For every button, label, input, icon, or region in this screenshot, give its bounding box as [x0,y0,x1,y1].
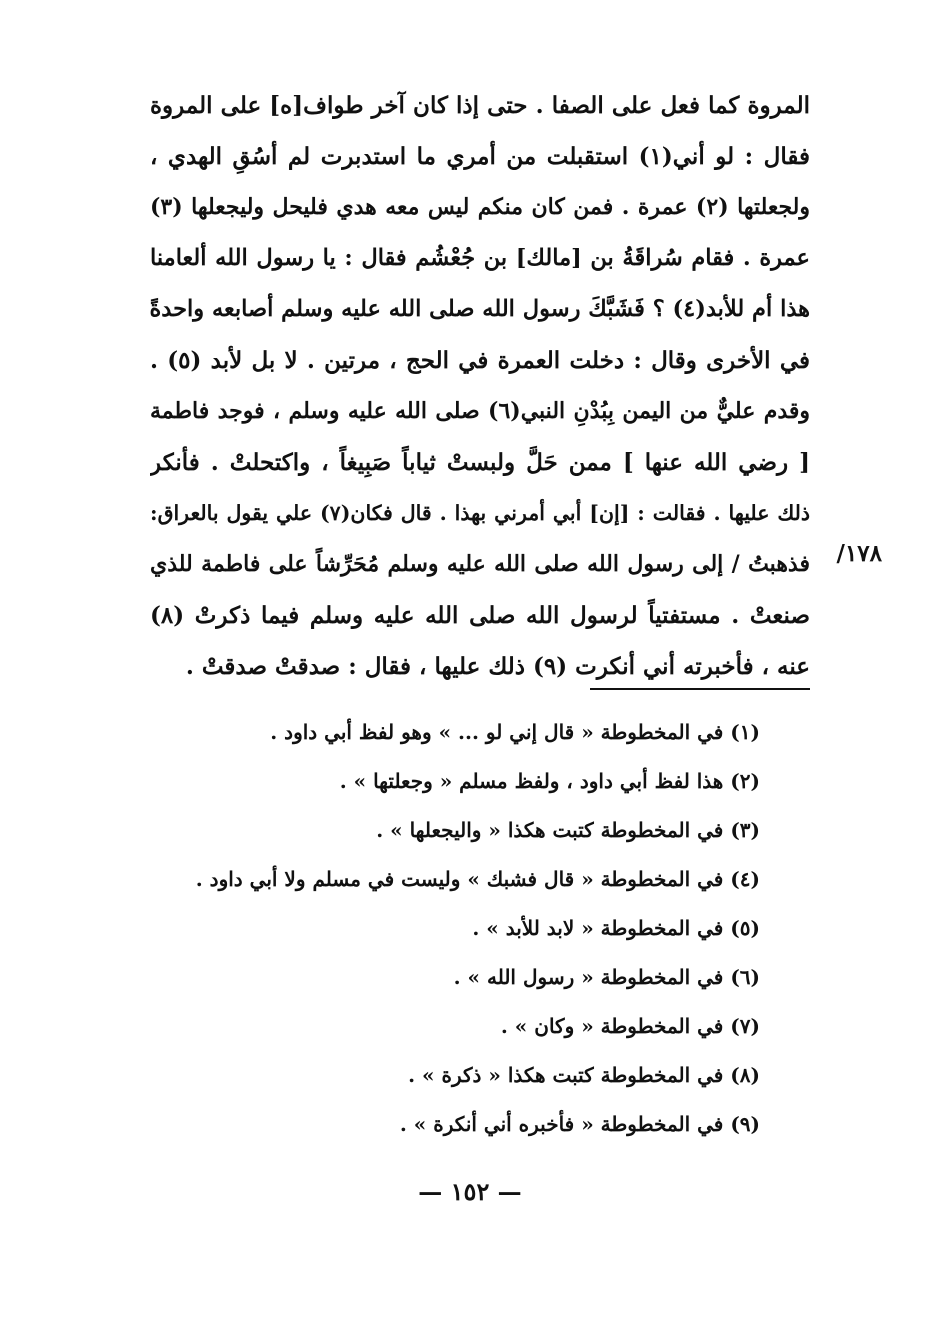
text-line: ولجعلتها (٢) عمرة . فمن كان منكم ليس معه هدي فليحل وليجعلها (٣) [150,194,810,220]
footnote: (٩) في المخطوطة « فأخبره أني أنكرة » . [399,1112,760,1136]
footnote: (٨) في المخطوطة كتبت هكذا « ذكرة » . [408,1063,760,1087]
footnotes-block [140,708,760,1149]
footnote: (٧) في المخطوطة « وكان » . [500,1014,760,1038]
footnote: (١) في المخطوطة « قال إني لو ... » وهو لفظ أبي داود . [270,720,760,744]
text-line: عنه ، فأخبرته أني أنكرت (٩) ذلك عليها ، فقال : صدقتْ صدقتْ . [185,653,810,680]
footnote: (٢) هذا لفظ أبي داود ، ولفظ مسلم « وجعلتها » . [339,769,760,793]
page-number: — ١٥٢ — [418,1177,522,1206]
main-text-block [150,80,810,692]
text-line: في الأخرى وقال : دخلت العمرة في الحج ، مرتين . لا بل لأبد (٥) . [150,347,810,374]
footnote: (٣) في المخطوطة كتبت هكذا « واليجعلها » . [376,818,760,842]
text-line: صنعتْ . مستفتياً لرسول الله صلى الله عليه وسلم فيما ذكرتْ (٨) [150,602,810,629]
footnote: (٦) في المخطوطة « رسول الله » . [453,965,760,989]
footnote-separator [590,688,810,690]
text-line: المروة كما فعل على الصفا . حتى إذا كان آخر طواف[ه] على المروة [150,92,810,119]
footnote: (٥) في المخطوطة « لابد للأبد » . [472,916,760,940]
text-line: فذهبتُ / إلى رسول الله صلى الله عليه وسلم مُحَرِّشاً على فاطمة للذي [150,551,810,577]
text-line: فقال : لو أني(١) استقبلت من أمري ما استدبرت لم أسُقِ الهدي ، [150,143,810,170]
manuscript-folio-marker: ١٧٨/ [836,540,882,567]
text-line: عمرة . فقام سُراقَةُ بن [مالك] بن جُعْشُم فقال : يا رسول الله ألعامنا [150,245,810,271]
text-line: وقدم عليٌّ من اليمن بِبُدْنِ النبي(٦) صلى الله عليه وسلم ، فوجد فاطمة [150,398,810,424]
text-line: هذا أم للأبد(٤) ؟ فَشَبَّكَ رسول الله صلى الله عليه وسلم أصابعه واحدةً [150,296,810,322]
text-line: [ رضي الله عنها ] ممن حَلَّ ولبستْ ثياباً صَبِيغاً ، واكتحلتْ . فأنكر [150,449,810,476]
text-line: ذلك عليها . فقالت : [إن] أبي أمرني بهذا . قال فكان(٧) علي يقول بالعراق: [150,501,810,525]
footnote: (٤) في المخطوطة « قال فشبك » وليست في مسلم ولا أبي داود . [195,867,760,891]
